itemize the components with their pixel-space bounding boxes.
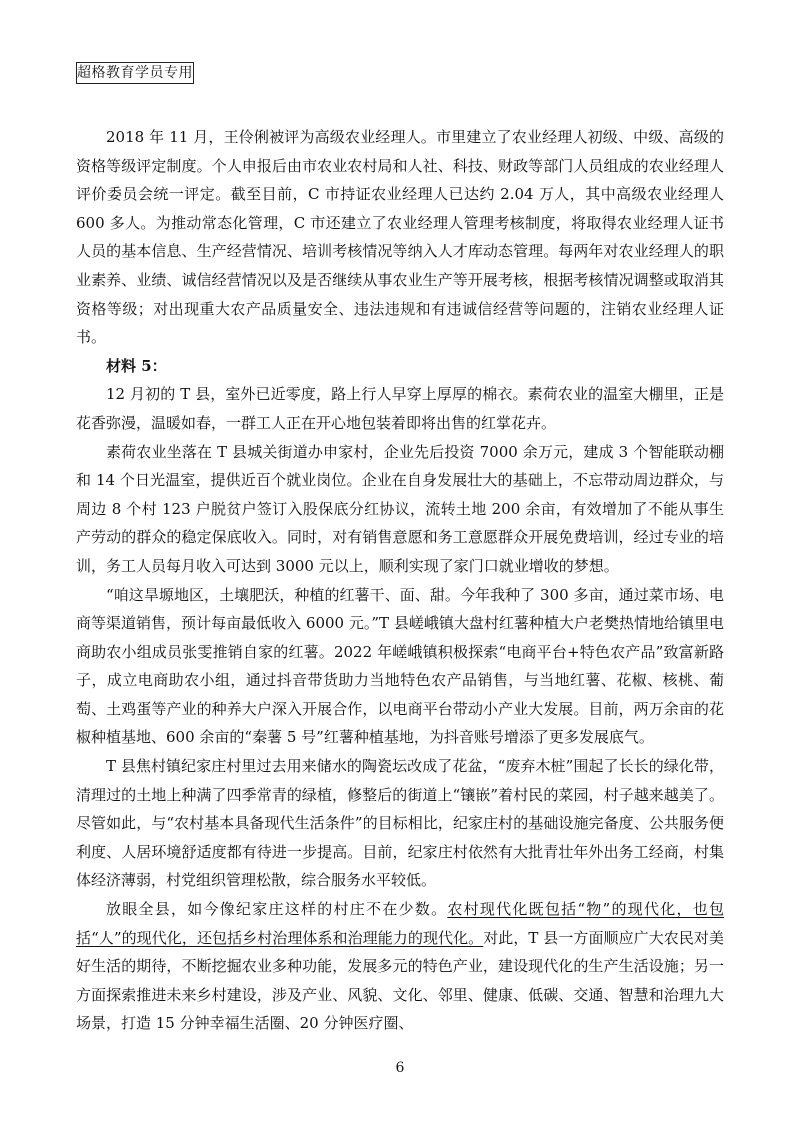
paragraph-greenhouse: 12 月初的 T 县，室外已近零度，路上行人早穿上厚厚的棉衣。素荷农业的温室大棚里，正是花香弥漫，温暖如春，一群工人正在开心地包装着即将出售的红掌花卉。 <box>76 385 724 432</box>
underlined-key-sentence: 农村现代化既包括“物”的现代化，也包括“人”的现代化，还包括乡村治理体系和治理能力的现代化。 <box>76 900 724 947</box>
page-number: 6 <box>395 1060 405 1076</box>
paragraph-suhe-agriculture: 素荷农业坐落在 T 县城关街道办申家村，企业先后投资 7000 余万元，建成 3 个智能联动棚和 14 个日光温室，提供近百个就业岗位。企业在自身发展壮大的基础上，不忘带动周边群众，与周边 8 个村 123 户脱贫户签订入股保底分红协议，流转土地 200 余亩，有效增加了不能从事生产劳动的群众的稳定保底收入。同时，对有销售意愿和务工意愿群众开展免费培训，经过专业的培训，务工人员每月收入可达到 3000 元以上，顺利实现了家门口就业增收的梦想。 <box>76 442 724 575</box>
paragraph-rest-text: 对此，T 县一方面顺应广大农民对美好生活的期待，不断挖掘农业多种功能，发展多元的特色产业，建设现代化的生产生活设施；另一方面探索推进未来乡村建设，涉及产业、风貌、文化、邻里、健康、低碳、交通、智慧和治理九大场景，打造 15 分钟幸福生活圈、20 分钟医疗圈、 <box>76 928 724 1033</box>
paragraph-lead-text: 放眼全县，如今像纪家庄这样的村庄不在少数。 <box>106 900 448 919</box>
paragraph-county-modernization <box>76 895 724 1038</box>
paragraph-agri-manager: 2018 年 11 月，王伶俐被评为高级农业经理人。市里建立了农业经理人初级、中级、高级的资格等级评定制度。个人申报后由市农业农村局和人社、科技、财政等部门人员组成的农业经理人评价委员会统一评定。截至目前，C 市持证农业经理人已达约 2.04 万人，其中高级农业经理人 600 多人。为推动常态化管理，C 市还建立了农业经理人管理考核制度，将取得农业经理人证书人员的基本信息、生产经营情况、培训考核情况等纳入人才库动态管理。每两年对农业经理人的职业素养、业绩、诚信经营情况以及是否继续从事农业生产等开展考核，根据考核情况调整或取消其资格等级；对出现重大农产品质量安全、违法违规和有违诚信经营等问题的，注销农业经理人证书。 <box>76 128 724 347</box>
paragraph-jijiazhuang-village: T 县焦村镇纪家庄村里过去用来储水的陶瓷坛改成了花盆，“废弃木桩”围起了长长的绿化带，清理过的土地上种满了四季常青的绿植，修整后的街道上“镶嵌”着村民的菜园，村子越来越美了。尽管如此，与“农村基本具备现代生活条件”的目标相比，纪家庄村的基础设施完备度、公共服务便利度、人居环境舒适度都有待进一步提高。目前，纪家庄村依然有大批青壮年外出务工经商，村集体经济薄弱，村党组织管理松散，综合服务水平较低。 <box>76 757 724 890</box>
document-body <box>76 123 724 1038</box>
watermark-stamp: 超格教育学员专用 <box>76 62 194 84</box>
paragraph-sweet-potato-ecommerce: “咱这旱塬地区，土壤肥沃，种植的红薯干、面、甜。今年我种了 300 多亩，通过菜市场、电商等渠道销售，预计每亩最低收入 6000 元。”T 县嵯峨镇大盘村红薯种植大户老樊热情地给镇里电商助农小组成员张雯推销自家的红薯。2022 年嵯峨镇积极探索“电商平台+特色农产品”致富新路子，成立电商助农小组，通过抖音带货助力当地特色农产品销售，与当地红薯、花椒、核桃、葡萄、土鸡蛋等产业的种养大户深入开展合作，以电商平台带动小产业大发展。目前，两万余亩的花椒种植基地、600 余亩的“秦薯 5 号”红薯种植基地，为抖音账号增添了更多发展底气。 <box>76 585 724 747</box>
material-5-heading: 材料 5： <box>106 356 167 375</box>
